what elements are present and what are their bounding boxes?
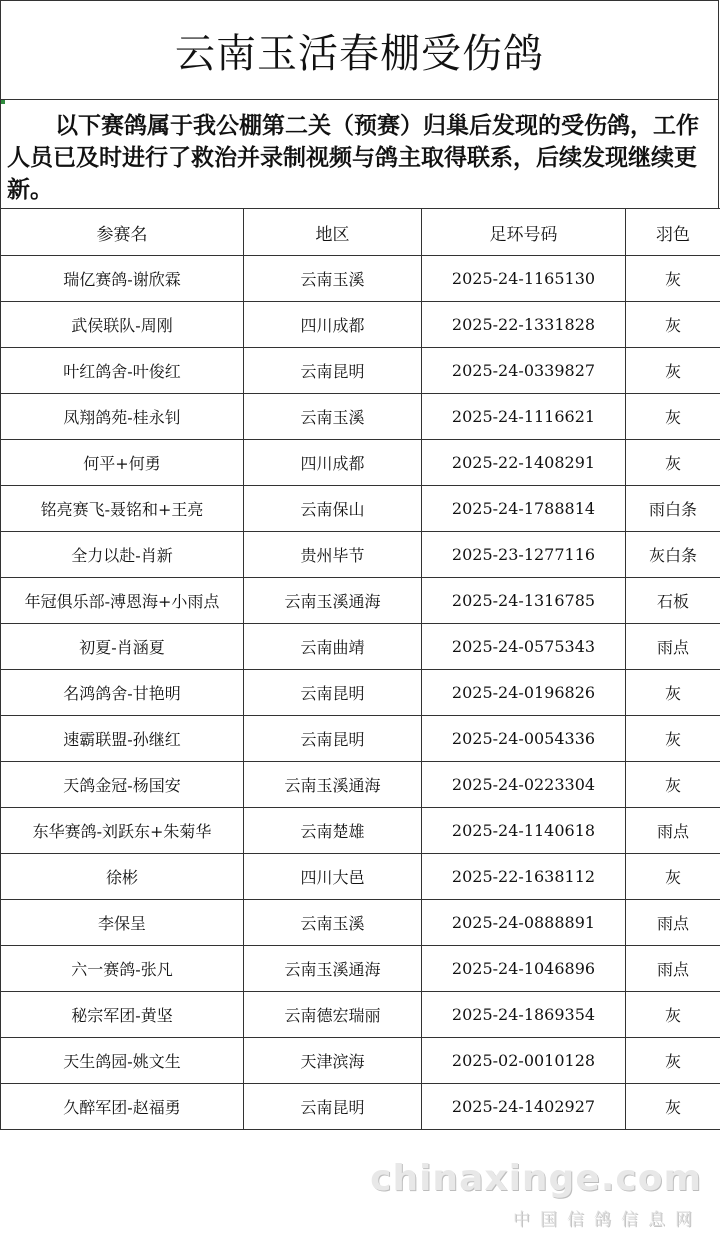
cell-entry-name: 六一赛鸽-张凡 [1, 946, 244, 992]
cell-ring-number: 2025-24-0223304 [422, 762, 626, 808]
cell-region: 云南昆明 [244, 1084, 422, 1130]
table-row [1, 808, 720, 854]
cell-feather-color: 灰 [626, 762, 720, 808]
cell-region: 云南昆明 [244, 716, 422, 762]
cell-feather-color: 灰 [626, 1038, 720, 1084]
cell-region: 云南昆明 [244, 348, 422, 394]
cell-feather-color: 灰 [626, 716, 720, 762]
cell-entry-name: 初夏-肖涵夏 [1, 624, 244, 670]
cell-feather-color: 灰 [626, 256, 720, 302]
cell-ring-number: 2025-24-0339827 [422, 348, 626, 394]
table-row [1, 578, 720, 624]
watermark-logo: chinaxinge.com [370, 1158, 702, 1199]
cell-feather-color: 雨点 [626, 808, 720, 854]
cell-ring-number: 2025-22-1408291 [422, 440, 626, 486]
header-feather-color: 羽色 [626, 209, 720, 256]
cell-region: 云南德宏瑞丽 [244, 992, 422, 1038]
cell-ring-number: 2025-24-1869354 [422, 992, 626, 1038]
title-box [0, 0, 719, 100]
cell-feather-color: 雨点 [626, 624, 720, 670]
cell-feather-color: 灰 [626, 302, 720, 348]
cell-feather-color: 灰 [626, 440, 720, 486]
table-row [1, 946, 720, 992]
cell-entry-name: 名鸿鸽舍-甘艳明 [1, 670, 244, 716]
table-row [1, 900, 720, 946]
cell-ring-number: 2025-24-1046896 [422, 946, 626, 992]
cell-entry-name: 久醉军团-赵福勇 [1, 1084, 244, 1130]
cell-entry-name: 叶红鸽舍-叶俊红 [1, 348, 244, 394]
table-row [1, 854, 720, 900]
table-row [1, 624, 720, 670]
cell-entry-name: 速霸联盟-孙继红 [1, 716, 244, 762]
page-title: 云南玉活春棚受伤鸽 [175, 30, 544, 77]
cell-region: 云南楚雄 [244, 808, 422, 854]
cell-ring-number: 2025-24-1165130 [422, 256, 626, 302]
cell-ring-number: 2025-24-1788814 [422, 486, 626, 532]
cell-entry-name: 东华赛鸽-刘跃东+朱菊华 [1, 808, 244, 854]
cell-region: 云南昆明 [244, 670, 422, 716]
table-row [1, 1084, 720, 1130]
cell-ring-number: 2025-24-0575343 [422, 624, 626, 670]
cell-region: 贵州毕节 [244, 532, 422, 578]
cell-ring-number: 2025-23-1277116 [422, 532, 626, 578]
cell-entry-name: 凤翔鸽苑-桂永钊 [1, 394, 244, 440]
cell-entry-name: 铭亮赛飞-聂铭和+王亮 [1, 486, 244, 532]
header-region: 地区 [244, 209, 422, 256]
cell-ring-number: 2025-22-1331828 [422, 302, 626, 348]
cell-entry-name: 武侯联队-周刚 [1, 302, 244, 348]
table-row [1, 256, 720, 302]
cell-feather-color: 灰 [626, 992, 720, 1038]
cell-ring-number: 2025-24-0054336 [422, 716, 626, 762]
header-entry-name: 参赛名 [1, 209, 244, 256]
table-body [1, 256, 720, 1130]
cell-feather-color: 灰白条 [626, 532, 720, 578]
watermark [370, 1158, 702, 1230]
cell-feather-color: 雨点 [626, 946, 720, 992]
injured-pigeons-table [0, 208, 720, 1130]
cell-region: 云南保山 [244, 486, 422, 532]
cell-region: 四川成都 [244, 302, 422, 348]
intro-text: 以下赛鸽属于我公棚第二关（预赛）归巢后发现的受伤鸽，工作人员已及时进行了救治并录制视频与鸽主取得联系，后续发现继续更新。 [7, 112, 699, 203]
cell-entry-name: 秘宗军团-黄坚 [1, 992, 244, 1038]
cell-entry-name: 李保呈 [1, 900, 244, 946]
cell-ring-number: 2025-24-1140618 [422, 808, 626, 854]
cell-region: 云南玉溪通海 [244, 578, 422, 624]
cell-ring-number: 2025-24-1402927 [422, 1084, 626, 1130]
corner-mark [1, 100, 5, 104]
cell-ring-number: 2025-24-0196826 [422, 670, 626, 716]
cell-entry-name: 年冠俱乐部-溥恩海+小雨点 [1, 578, 244, 624]
cell-feather-color: 灰 [626, 348, 720, 394]
cell-feather-color: 灰 [626, 854, 720, 900]
cell-feather-color: 灰 [626, 394, 720, 440]
cell-entry-name: 何平+何勇 [1, 440, 244, 486]
cell-ring-number: 2025-22-1638112 [422, 854, 626, 900]
table-row [1, 394, 720, 440]
table-row [1, 302, 720, 348]
cell-feather-color: 灰 [626, 1084, 720, 1130]
table-header-row [1, 209, 720, 256]
header-ring-number: 足环号码 [422, 209, 626, 256]
cell-entry-name: 天鸽金冠-杨国安 [1, 762, 244, 808]
cell-ring-number: 2025-24-1316785 [422, 578, 626, 624]
table-row [1, 486, 720, 532]
cell-region: 天津滨海 [244, 1038, 422, 1084]
table-row [1, 716, 720, 762]
cell-ring-number: 2025-24-0888891 [422, 900, 626, 946]
cell-entry-name: 瑞亿赛鸽-谢欣霖 [1, 256, 244, 302]
table-row [1, 348, 720, 394]
cell-region: 云南曲靖 [244, 624, 422, 670]
cell-feather-color: 灰 [626, 670, 720, 716]
table-row [1, 1038, 720, 1084]
cell-region: 云南玉溪 [244, 394, 422, 440]
cell-region: 四川大邑 [244, 854, 422, 900]
cell-feather-color: 雨白条 [626, 486, 720, 532]
watermark-subtitle: 中国信鸽信息网 [513, 1210, 702, 1230]
intro-paragraph [0, 100, 719, 208]
cell-region: 云南玉溪通海 [244, 946, 422, 992]
cell-region: 云南玉溪通海 [244, 762, 422, 808]
cell-feather-color: 石板 [626, 578, 720, 624]
cell-region: 云南玉溪 [244, 900, 422, 946]
cell-entry-name: 全力以赴-肖新 [1, 532, 244, 578]
cell-entry-name: 徐彬 [1, 854, 244, 900]
cell-entry-name: 天生鸽园-姚文生 [1, 1038, 244, 1084]
table-row [1, 762, 720, 808]
cell-ring-number: 2025-02-0010128 [422, 1038, 626, 1084]
table-row [1, 532, 720, 578]
cell-feather-color: 雨点 [626, 900, 720, 946]
cell-region: 云南玉溪 [244, 256, 422, 302]
table-row [1, 992, 720, 1038]
table-row [1, 670, 720, 716]
table-row [1, 440, 720, 486]
cell-region: 四川成都 [244, 440, 422, 486]
cell-ring-number: 2025-24-1116621 [422, 394, 626, 440]
